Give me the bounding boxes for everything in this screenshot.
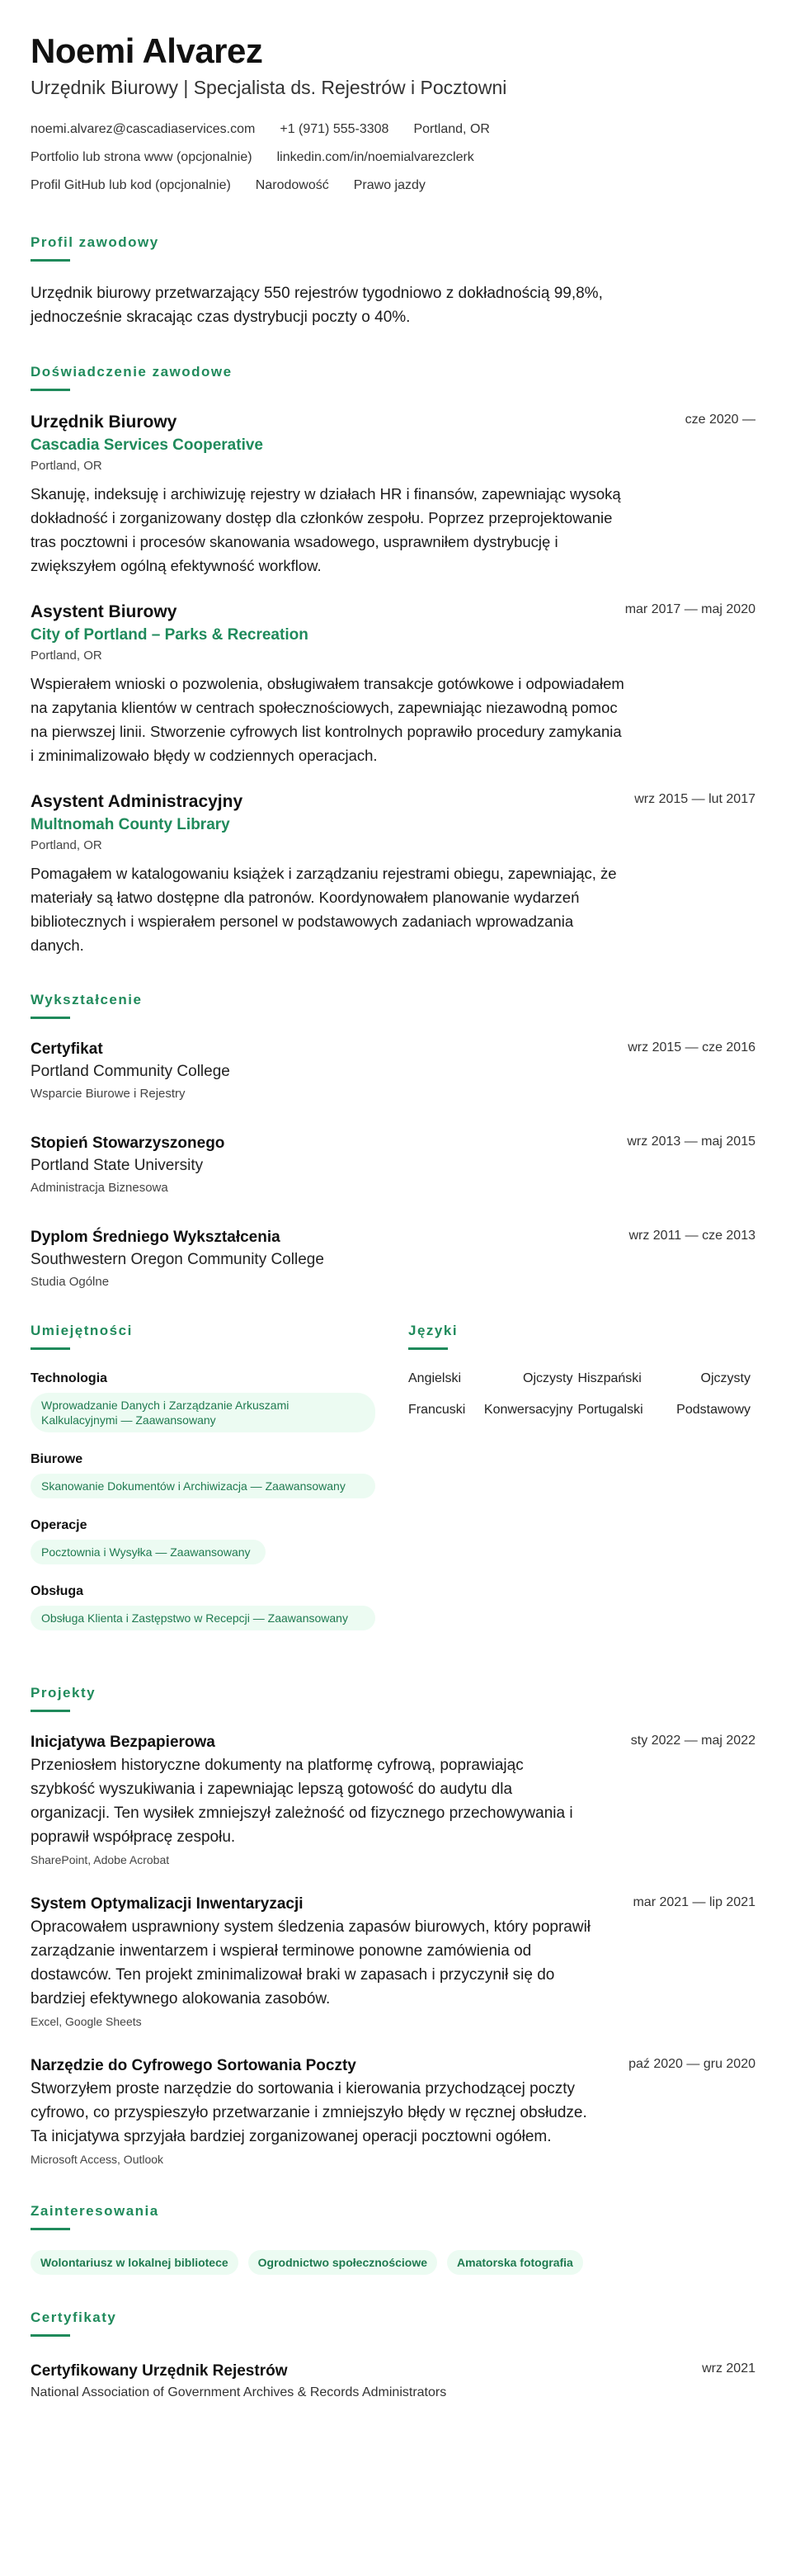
contact-row (31, 116, 755, 144)
section-title: Projekty (31, 1685, 96, 1701)
project-technologies: Excel, Google Sheets (31, 2015, 142, 2028)
contact-github[interactable]: Profil GitHub lub kod (opcjonalnie) (31, 178, 231, 192)
education-entry (31, 1039, 755, 1103)
section-title: Zainteresowania (31, 2203, 159, 2219)
section-divider (31, 2228, 70, 2230)
skills-languages-row (31, 1321, 755, 1649)
section-divider (31, 389, 70, 391)
profile-section (31, 233, 755, 329)
education-date: wrz 2011 — cze 2013 (628, 1229, 755, 1243)
section-divider (31, 1347, 70, 1350)
project-title: Inicjatywa Bezpapierowa (31, 1734, 215, 1751)
skill-category: Biurowe (31, 1452, 83, 1466)
experience-entry (31, 790, 755, 957)
section-title: Doświadczenie zawodowe (31, 364, 233, 380)
school-name: Portland Community College (31, 1063, 230, 1080)
interest-pill: Ogrodnictwo społecznościowe (248, 2250, 437, 2275)
job-title: Asystent Administracyjny (31, 792, 243, 811)
field-of-study: Studia Ogólne (31, 1275, 110, 1289)
skill-pill: Wprowadzanie Danych i Zarządzanie Arkuszami Kalkulacyjnymi — Zaawansowany (31, 1393, 375, 1432)
interest-pill: Wolontariusz w lokalnej bibliotece (31, 2250, 238, 2275)
language-level: Konwersacyjny (483, 1403, 573, 1417)
certification-date: wrz 2021 (702, 2361, 755, 2375)
skill-category: Obsługa (31, 1584, 84, 1598)
certification-title: Certyfikowany Urzędnik Rejestrów (31, 2362, 288, 2380)
project-description: Stworzyłem proste narzędzie do sortowania i kierowania przychodzącej poczty cyfrowo, co przyspieszyło przetwarzanie i zmniejszyło błędy w ręcznej obsłudze. Ta inicjatywa sprzyjała bardziej zorganizowanej operacji pocztowni ogółem. (31, 2080, 587, 2145)
contact-location: Portland, OR (413, 122, 490, 136)
project-title: System Optymalizacji Inwentaryzacji (31, 1895, 304, 1913)
education-entry (31, 1227, 755, 1291)
skill-group (31, 1583, 375, 1630)
project-description: Przeniosłem historyczne dokumenty na platformę cyfrową, poprawiając szybkość wyszukiwania i zapewniając lepszą gotowość do audytu dla organizacji. Ten wysiłek zmniejszył zależność od fizycznego przechowywania i poprawił współpracę zespołu. (31, 1757, 573, 1846)
candidate-headline: Urzędnik Biurowy | Specjalista ds. Rejestrów i Pocztowni (31, 77, 507, 98)
project-technologies: Microsoft Access, Outlook (31, 2153, 164, 2166)
project-description: Opracowałem usprawniony system śledzenia zapasów biurowych, który poprawił zarządzanie inwentarzem i wspierał terminowe ponowne zamówienia od dostawców. Ten projekt zminimalizował braki w zapasach i przyczynił się do bardziej efektywnego alokowania zasobów. (31, 1918, 591, 2007)
language-name: Portugalski (577, 1403, 643, 1417)
education-entry (31, 1133, 755, 1197)
experience-entry (31, 411, 755, 578)
section-divider (31, 2334, 70, 2337)
degree-title: Stopień Stowarzyszonego (31, 1135, 225, 1152)
job-date: wrz 2015 — lut 2017 (634, 792, 755, 806)
languages-section (408, 1321, 755, 1649)
contact-row (31, 144, 755, 172)
skill-group (31, 1451, 375, 1498)
section-title: Wykształcenie (31, 992, 143, 1007)
section-divider (31, 1710, 70, 1712)
contact-driving-license: Prawo jazdy (353, 178, 426, 192)
skills-section (31, 1321, 375, 1649)
language-level: Ojczysty (523, 1371, 573, 1385)
education-date: wrz 2013 — maj 2015 (627, 1135, 755, 1149)
candidate-name: Noemi Alvarez (31, 31, 263, 70)
field-of-study: Administracja Biznesowa (31, 1181, 168, 1195)
job-location: Portland, OR (31, 649, 102, 663)
skill-group (31, 1517, 375, 1564)
skill-pill: Skanowanie Dokumentów i Archiwizacja — Zaawansowany (31, 1474, 375, 1498)
job-description: Pomagałem w katalogowaniu książek i zarządzaniu rejestrami obiegu, zapewniając, że materiały są łatwo dostępne dla patronów. Koordynowałem planowanie wydarzeń bibliotecznych i wspierałem personel w podstawowych zadaniach wprowadzania danych. (31, 865, 617, 954)
interests-section (31, 2201, 755, 2275)
degree-title: Certyfikat (31, 1040, 103, 1058)
project-date: mar 2021 — lip 2021 (633, 1895, 755, 1909)
education-section (31, 990, 755, 1291)
certifications-section (31, 2308, 755, 2403)
experience-entry (31, 601, 755, 767)
section-divider (31, 1017, 70, 1019)
contact-email[interactable]: noemi.alvarez@cascadiaservices.com (31, 122, 256, 136)
skill-group (31, 1370, 375, 1432)
job-date: mar 2017 — maj 2020 (624, 602, 755, 616)
project-entry (31, 1732, 755, 1869)
interest-pill: Amatorska fotografia (447, 2250, 583, 2275)
projects-section (31, 1683, 755, 2168)
project-technologies: SharePoint, Adobe Acrobat (31, 1853, 170, 1866)
project-date: paź 2020 — gru 2020 (628, 2057, 755, 2071)
school-name: Southwestern Oregon Community College (31, 1251, 324, 1268)
job-organization: Multnomah County Library (31, 816, 230, 833)
language-name: Angielski (408, 1371, 462, 1385)
project-entry (31, 2055, 755, 2168)
skill-pill: Obsługa Klienta i Zastępstwo w Recepcji — Zaawansowany (31, 1606, 375, 1630)
contact-phone[interactable]: +1 (971) 555-3308 (280, 122, 389, 136)
job-organization: City of Portland – Parks & Recreation (31, 626, 308, 644)
field-of-study: Wsparcie Biurowe i Rejestry (31, 1087, 186, 1101)
section-title: Certyfikaty (31, 2309, 117, 2325)
certification-entry (31, 2360, 755, 2403)
skill-category: Technologia (31, 1371, 108, 1385)
section-divider (408, 1347, 448, 1350)
job-title: Asystent Biurowy (31, 602, 177, 621)
school-name: Portland State University (31, 1157, 204, 1174)
language-name: Hiszpański (577, 1371, 642, 1385)
section-title: Umiejętności (31, 1323, 133, 1338)
certification-issuer: National Association of Government Archives & Records Administrators (31, 2385, 447, 2399)
project-entry (31, 1894, 755, 2031)
project-title: Narzędzie do Cyfrowego Sortowania Poczty (31, 2057, 356, 2074)
contact-linkedin[interactable]: linkedin.com/in/noemialvarezclerk (276, 150, 474, 164)
language-level: Ojczysty (700, 1371, 751, 1385)
job-organization: Cascadia Services Cooperative (31, 436, 263, 454)
experience-section (31, 362, 755, 957)
section-title: Profil zawodowy (31, 234, 159, 250)
section-title: Języki (408, 1323, 459, 1338)
job-date: cze 2020 — (685, 413, 755, 427)
degree-title: Dyplom Średniego Wykształcenia (31, 1229, 280, 1246)
language-name: Francuski (408, 1403, 466, 1417)
job-location: Portland, OR (31, 459, 102, 473)
contact-portfolio[interactable]: Portfolio lub strona www (opcjonalnie) (31, 150, 252, 164)
education-date: wrz 2015 — cze 2016 (628, 1040, 755, 1054)
job-description: Skanuję, indeksuję i archiwizuję rejestry w działach HR i finansów, zapewniając wysoką dokładność i zorganizowany dostęp dla członków zespołu. Poprzez przeprojektowanie tras pocztowni i procesów skanowania wsadowego, usprawniłem dystrybucję i zwiększyłem ogólną efektywność workflow. (31, 485, 621, 574)
skill-pill: Pocztownia i Wysyłka — Zaawansowany (31, 1540, 266, 1564)
language-level: Podstawowy (676, 1403, 751, 1417)
contact-row (31, 172, 755, 200)
interests-list (31, 2250, 755, 2275)
job-location: Portland, OR (31, 838, 102, 852)
profile-summary: Urzędnik biurowy przetwarzający 550 rejestrów tygodniowo z dokładnością 99,8%, jednocześnie skracając czas dystrybucji poczty o 40%. (31, 285, 603, 326)
skill-category: Operacje (31, 1518, 87, 1532)
languages-list (408, 1370, 755, 1419)
job-title: Urzędnik Biurowy (31, 413, 177, 432)
contact-nationality: Narodowość (255, 178, 329, 192)
project-date: sty 2022 — maj 2022 (630, 1734, 755, 1748)
job-description: Wspierałem wnioski o pozwolenia, obsługiwałem transakcje gotówkowe i odpowiadałem na zapytania klientów w centrach społecznościowych, zapewniając niezawodną pomoc na pierwszej linii. Stworzenie cyfrowych list kontrolnych poprawiło procedury zamykania i zminimalizowało błędy w codziennych operacjach. (31, 675, 624, 764)
section-divider (31, 259, 70, 262)
